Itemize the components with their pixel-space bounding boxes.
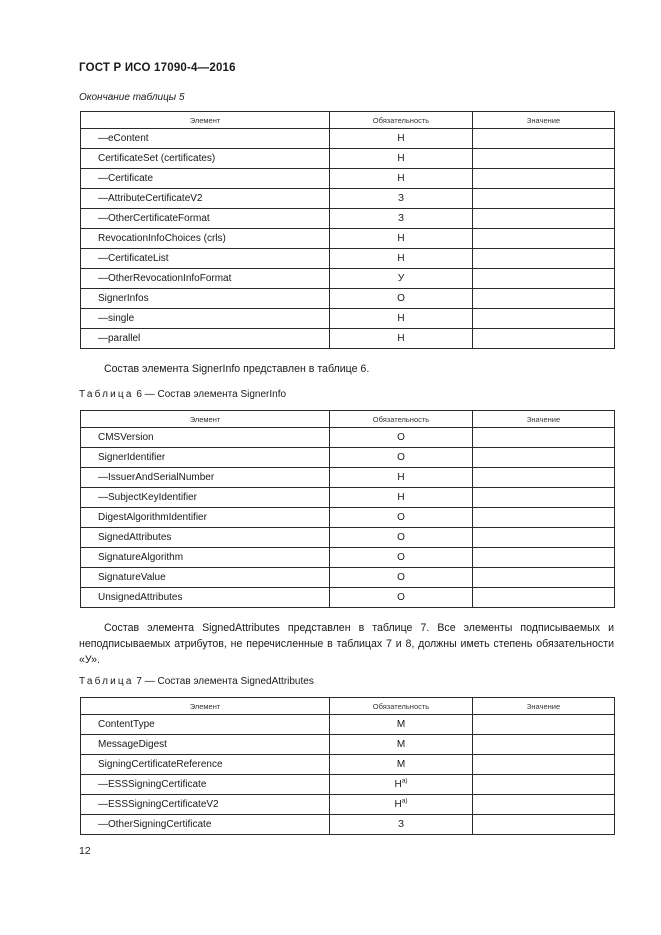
obligation-value: О (397, 512, 405, 523)
cell-element: —ESSSigningCertificateV2 (81, 795, 330, 815)
obligation-value: З (397, 213, 405, 224)
cell-element: —ESSSigningCertificate (81, 775, 330, 795)
table-row (81, 149, 615, 169)
cell-element: —CertificateList (81, 249, 330, 269)
cell-value (473, 209, 615, 229)
obligation-value: Н (397, 233, 405, 244)
cell-value (473, 309, 615, 329)
cell-value (473, 129, 615, 149)
cell-element: MessageDigest (81, 735, 330, 755)
paragraph-signerinfo: Состав элемента SignerInfo представлен в таблице 6. (104, 363, 370, 375)
table-row (81, 309, 615, 329)
cell-element: —IssuerAndSerialNumber (81, 468, 330, 488)
table-row (81, 775, 615, 795)
obligation-value: У (397, 273, 405, 284)
cell-element: —AttributeCertificateV2 (81, 189, 330, 209)
column-header-element: Элемент (81, 411, 330, 428)
obligation-value: Н (397, 173, 405, 184)
cell-element: —parallel (81, 329, 330, 349)
table7-caption (79, 676, 314, 687)
cell-value (473, 428, 615, 448)
table6 (80, 410, 615, 608)
obligation-value: Н (397, 492, 405, 503)
table-row (81, 528, 615, 548)
obligation-value: О (397, 293, 405, 304)
table5-caption: Окончание таблицы 5 (79, 92, 185, 103)
cell-value (473, 528, 615, 548)
cell-element: —OtherCertificateFormat (81, 209, 330, 229)
column-header-value: Значение (473, 411, 615, 428)
cell-obligation (330, 428, 473, 448)
cell-element: —single (81, 309, 330, 329)
obligation-value: Н (397, 313, 405, 324)
cell-value (473, 488, 615, 508)
paragraph-signedattributes: Состав элемента SignedAttributes представлен в таблице 7. Все элементы подписываемых и неподписываемых атрибутов, не перечисленные в таблицах 7 и 8, должны иметь степень обязательности «У». (79, 622, 614, 666)
table5-body (81, 129, 615, 349)
cell-obligation (330, 249, 473, 269)
table-row (81, 735, 615, 755)
cell-value (473, 735, 615, 755)
cell-obligation (330, 129, 473, 149)
table5-header-row (81, 112, 615, 129)
cell-obligation (330, 795, 473, 815)
cell-obligation (330, 448, 473, 468)
obligation-value: О (397, 552, 405, 563)
cell-value (473, 289, 615, 309)
footnote-marker: а) (401, 797, 408, 805)
cell-obligation (330, 189, 473, 209)
obligation-value: Н (397, 133, 405, 144)
table-row (81, 488, 615, 508)
cell-element: —OtherRevocationInfoFormat (81, 269, 330, 289)
table-row (81, 249, 615, 269)
obligation-value: Н (394, 779, 402, 790)
cell-obligation (330, 508, 473, 528)
table6-caption (79, 389, 286, 400)
cell-value (473, 269, 615, 289)
cell-obligation (330, 715, 473, 735)
table-row (81, 795, 615, 815)
table6-body (81, 428, 615, 608)
table-row (81, 329, 615, 349)
obligation-value: О (397, 592, 405, 603)
table-row (81, 755, 615, 775)
cell-element: SignatureValue (81, 568, 330, 588)
cell-obligation (330, 755, 473, 775)
table-row (81, 269, 615, 289)
column-header-value: Значение (473, 698, 615, 715)
column-header-value: Значение (473, 112, 615, 129)
footnote-marker: а) (401, 777, 408, 785)
table7 (80, 697, 615, 835)
table7-body (81, 715, 615, 835)
table-row (81, 289, 615, 309)
obligation-value: О (397, 452, 405, 463)
cell-value (473, 468, 615, 488)
cell-obligation (330, 568, 473, 588)
table-row (81, 229, 615, 249)
cell-obligation (330, 229, 473, 249)
table-row (81, 715, 615, 735)
column-header-element: Элемент (81, 698, 330, 715)
obligation-value: Н (397, 253, 405, 264)
obligation-value: З (397, 819, 405, 830)
cell-obligation (330, 269, 473, 289)
obligation-value: Н (397, 153, 405, 164)
cell-value (473, 775, 615, 795)
cell-obligation (330, 149, 473, 169)
table-row (81, 448, 615, 468)
column-header-element: Элемент (81, 112, 330, 129)
cell-value (473, 588, 615, 608)
document-header: ГОСТ Р ИСО 17090-4—2016 (79, 62, 236, 74)
table-row (81, 169, 615, 189)
column-header-obligation: Обязательность (330, 112, 473, 129)
cell-value (473, 715, 615, 735)
table7-caption-title: 7 — Состав элемента SignedAttributes (133, 676, 314, 687)
cell-element: —SubjectKeyIdentifier (81, 488, 330, 508)
cell-obligation (330, 528, 473, 548)
cell-value (473, 189, 615, 209)
cell-value (473, 249, 615, 269)
table-row (81, 815, 615, 835)
cell-obligation (330, 209, 473, 229)
table6-header-row (81, 411, 615, 428)
cell-obligation (330, 775, 473, 795)
cell-obligation (330, 588, 473, 608)
obligation-value: О (397, 432, 405, 443)
cell-element: —eContent (81, 129, 330, 149)
cell-value (473, 815, 615, 835)
cell-element: —Certificate (81, 169, 330, 189)
table-row (81, 588, 615, 608)
table6-caption-title: 6 — Состав элемента SignerInfo (133, 389, 287, 400)
cell-obligation (330, 289, 473, 309)
cell-value (473, 229, 615, 249)
cell-value (473, 548, 615, 568)
cell-element: SignerIdentifier (81, 448, 330, 468)
cell-obligation (330, 309, 473, 329)
table-row (81, 428, 615, 448)
obligation-value: Н (397, 333, 405, 344)
cell-value (473, 508, 615, 528)
cell-obligation (330, 815, 473, 835)
cell-element: SignedAttributes (81, 528, 330, 548)
table-row (81, 189, 615, 209)
cell-value (473, 568, 615, 588)
column-header-obligation: Обязательность (330, 698, 473, 715)
cell-value (473, 795, 615, 815)
cell-element: RevocationInfoChoices (crls) (81, 229, 330, 249)
cell-obligation (330, 329, 473, 349)
table7-header-row (81, 698, 615, 715)
cell-element: DigestAlgorithmIdentifier (81, 508, 330, 528)
cell-value (473, 448, 615, 468)
cell-obligation (330, 735, 473, 755)
obligation-value: М (396, 739, 406, 750)
cell-value (473, 755, 615, 775)
table-row (81, 209, 615, 229)
obligation-value: Н (394, 799, 402, 810)
obligation-value: О (397, 572, 405, 583)
cell-element: CMSVersion (81, 428, 330, 448)
cell-element: UnsignedAttributes (81, 588, 330, 608)
cell-obligation (330, 548, 473, 568)
cell-element: SignerInfos (81, 289, 330, 309)
column-header-obligation: Обязательность (330, 411, 473, 428)
table-row (81, 548, 615, 568)
table-row (81, 468, 615, 488)
table-row (81, 568, 615, 588)
cell-element: ContentType (81, 715, 330, 735)
table6-caption-label: Таблица (79, 389, 134, 400)
cell-value (473, 169, 615, 189)
cell-value (473, 149, 615, 169)
obligation-value: М (396, 719, 406, 730)
cell-value (473, 329, 615, 349)
table5 (80, 111, 615, 349)
table-row (81, 508, 615, 528)
obligation-value: Н (397, 472, 405, 483)
page-number: 12 (79, 845, 91, 857)
obligation-value: З (397, 193, 405, 204)
cell-obligation (330, 488, 473, 508)
table7-caption-label: Таблица (79, 676, 134, 687)
table-row (81, 129, 615, 149)
cell-obligation (330, 468, 473, 488)
cell-obligation (330, 169, 473, 189)
obligation-value: М (396, 759, 406, 770)
cell-element: SigningCertificateReference (81, 755, 330, 775)
cell-element: CertificateSet (certificates) (81, 149, 330, 169)
cell-element: —OtherSigningCertificate (81, 815, 330, 835)
obligation-value: О (397, 532, 405, 543)
cell-element: SignatureAlgorithm (81, 548, 330, 568)
